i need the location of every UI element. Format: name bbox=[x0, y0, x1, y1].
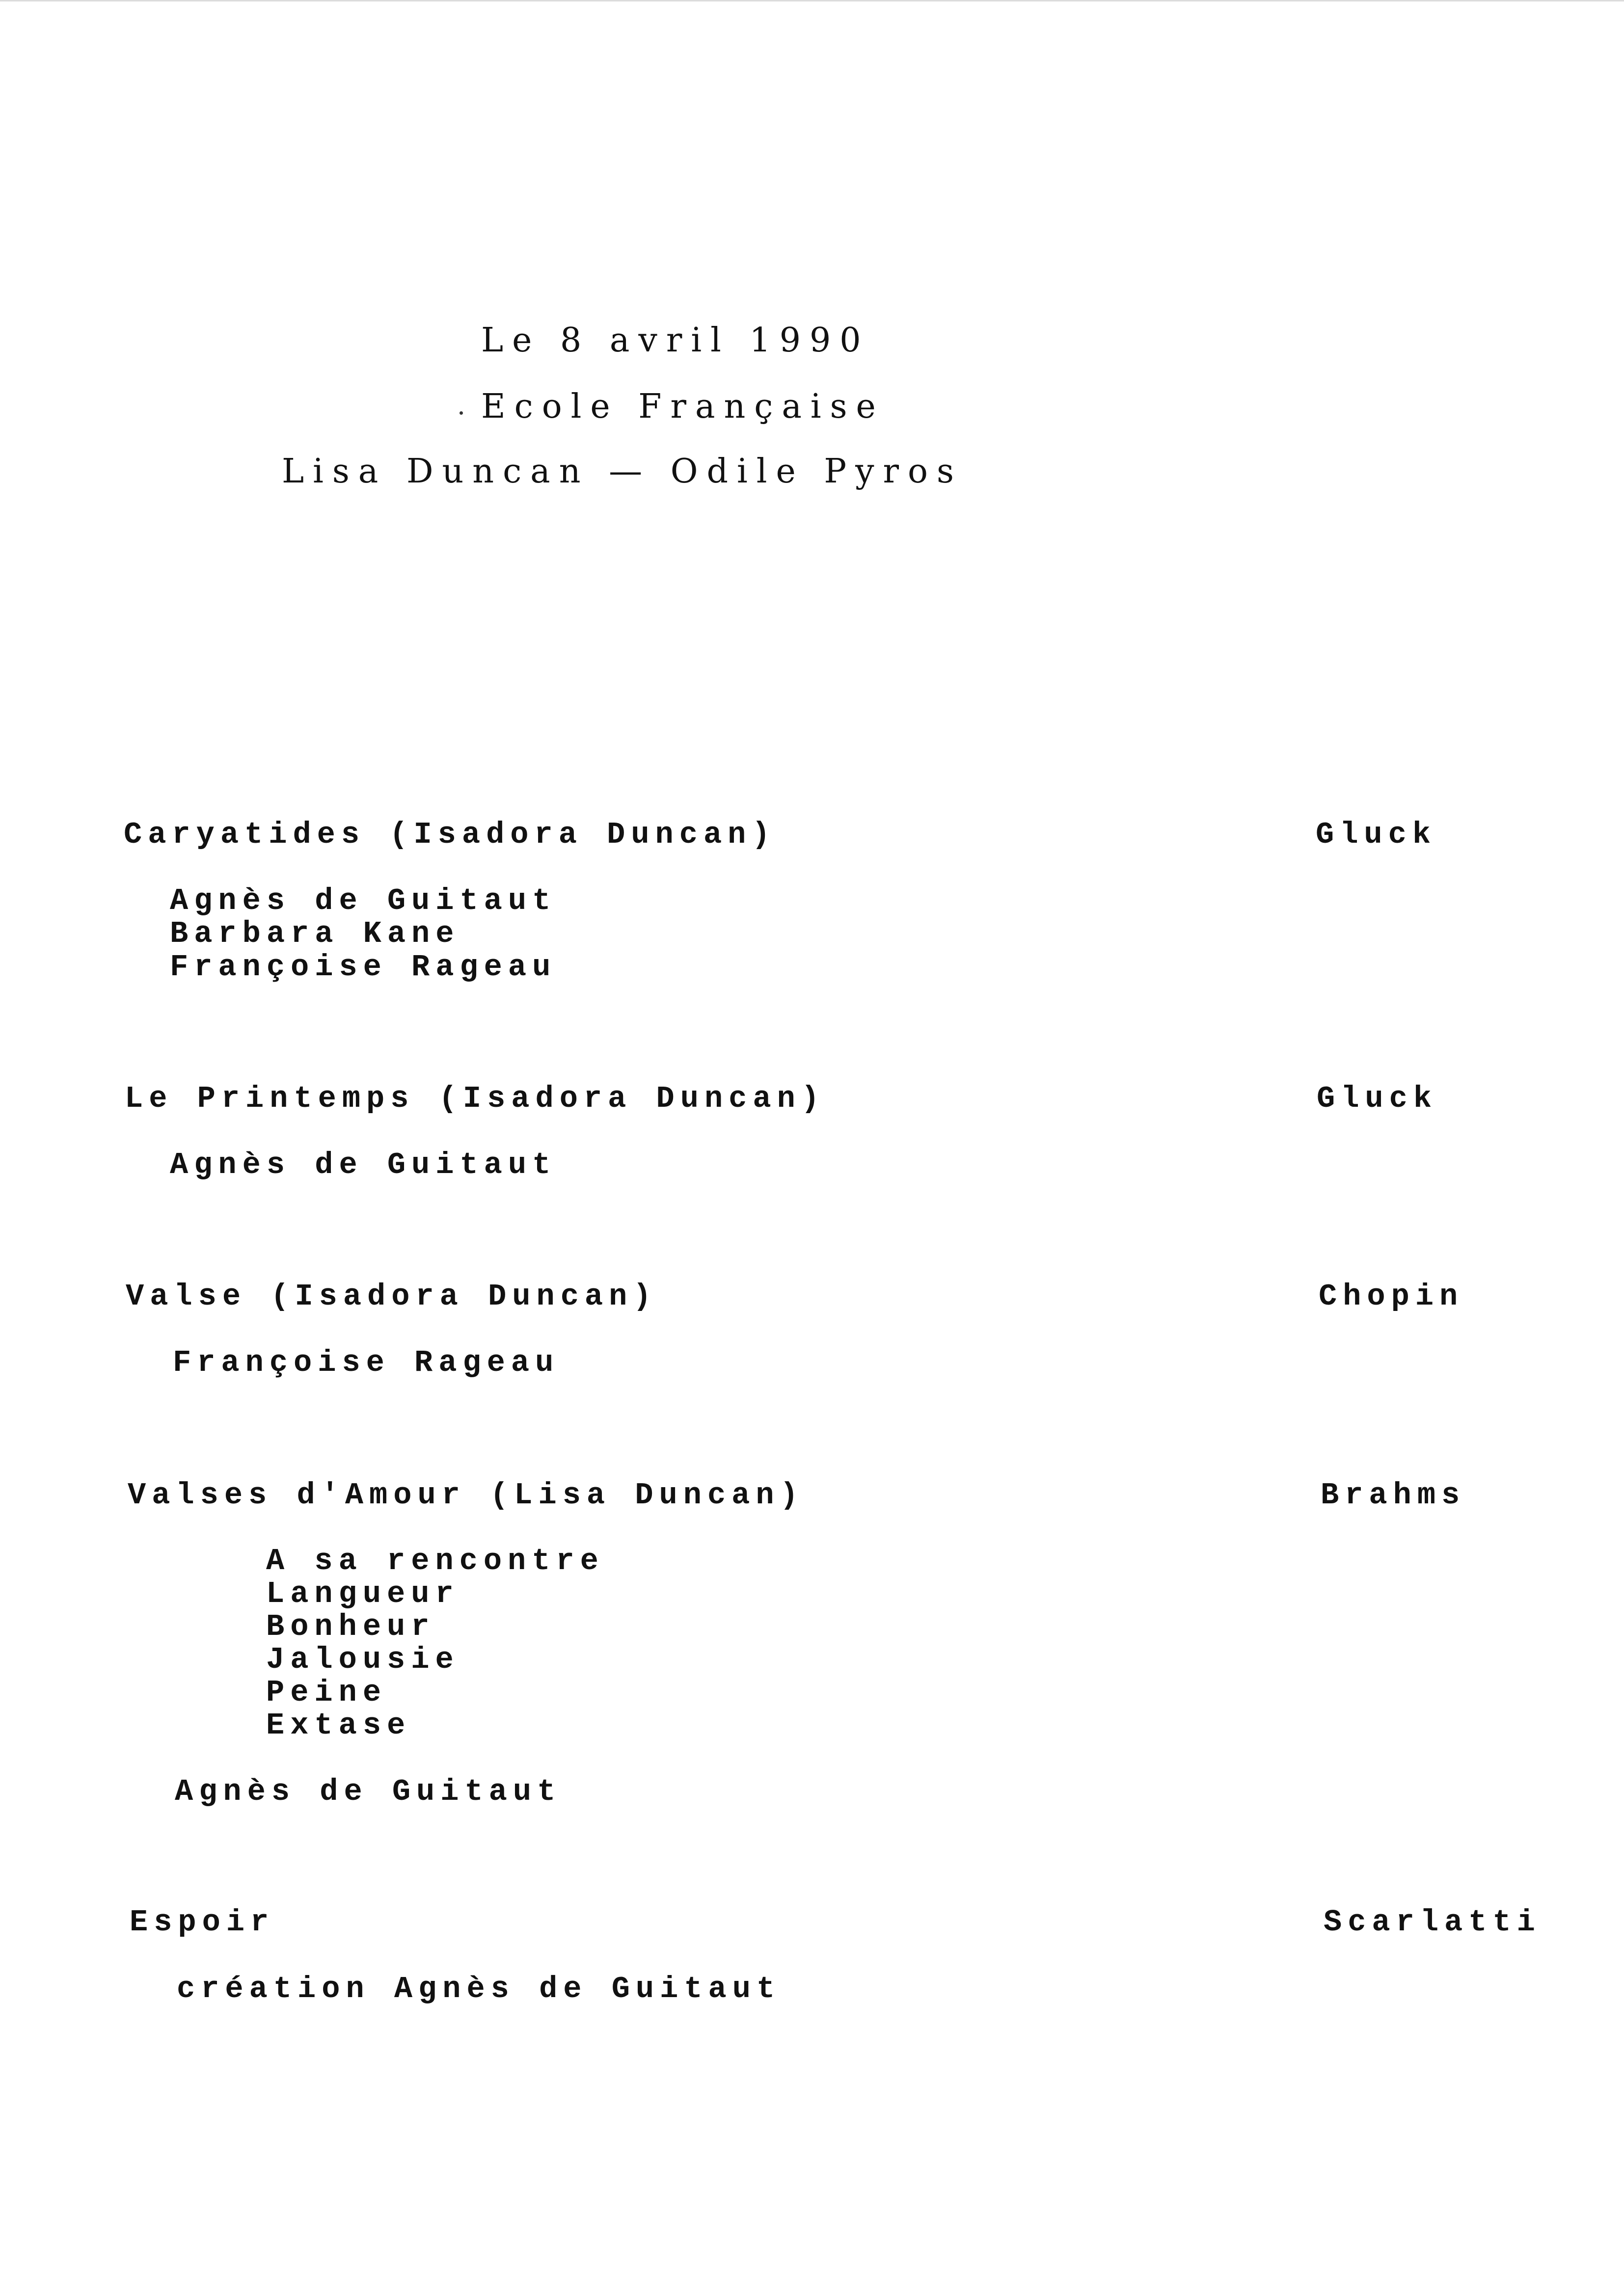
page-top-edge bbox=[0, 0, 1624, 1]
performer-name: Françoise Rageau bbox=[170, 950, 557, 985]
program-item-composer: Brahms bbox=[1321, 1478, 1466, 1513]
program-item-composer: Gluck bbox=[1316, 817, 1437, 852]
performer-name: Agnès de Guitaut bbox=[170, 883, 557, 918]
movement-name: Bonheur bbox=[266, 1609, 435, 1644]
performer-name: Agnès de Guitaut bbox=[175, 1774, 562, 1809]
program-item-composer: Chopin bbox=[1319, 1279, 1464, 1314]
performer-name: Barbara Kane bbox=[170, 916, 460, 951]
program-item-title: Le Printemps (Isadora Duncan) bbox=[125, 1081, 825, 1116]
program-item-title: Caryatides (Isadora Duncan) bbox=[124, 817, 776, 852]
movement-name: Peine bbox=[266, 1675, 387, 1710]
movement-name: Jalousie bbox=[266, 1642, 460, 1677]
program-item-title: Valse (Isadora Duncan) bbox=[126, 1279, 657, 1314]
performer-name: Françoise Rageau bbox=[173, 1345, 560, 1380]
performer-name: création Agnès de Guitaut bbox=[177, 1972, 781, 2006]
header-names: Lisa Duncan — Odile Pyros bbox=[282, 452, 963, 491]
movement-name: Extase bbox=[266, 1708, 411, 1743]
stray-mark bbox=[460, 411, 463, 415]
program-item-title: Valses d'Amour (Lisa Duncan) bbox=[128, 1478, 804, 1513]
movement-name: Langueur bbox=[266, 1576, 460, 1611]
program-item-title: Espoir bbox=[130, 1905, 275, 1940]
performer-name: Agnès de Guitaut bbox=[170, 1148, 557, 1182]
movement-name: A sa rencontre bbox=[266, 1544, 604, 1578]
header-school: Ecole Française bbox=[481, 387, 885, 426]
header-date: Le 8 avril 1990 bbox=[481, 321, 870, 360]
program-item-composer: Scarlatti bbox=[1324, 1905, 1541, 1940]
program-item-composer: Gluck bbox=[1317, 1081, 1438, 1116]
